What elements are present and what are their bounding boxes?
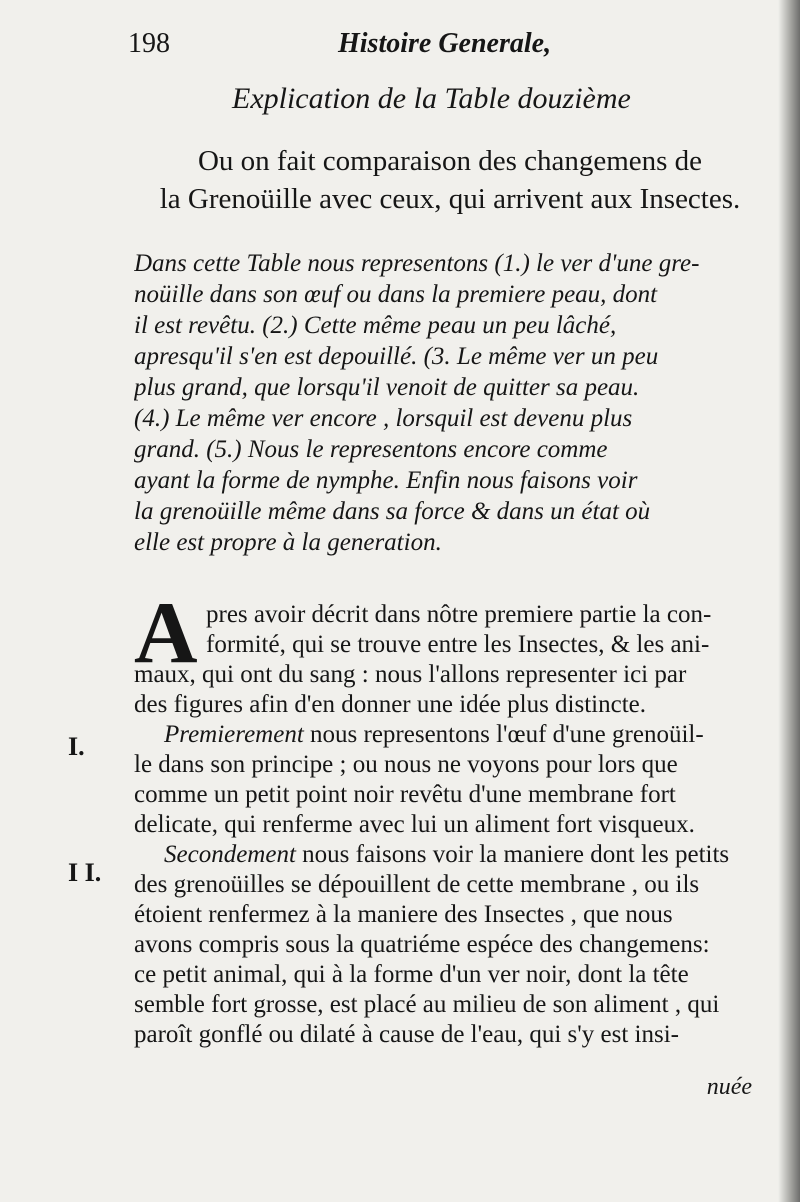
body-line: étoient renfermez à la maniere des Insectes , que nous	[134, 901, 673, 928]
body-line: le dans son principe ; ou nous ne voyons pour lors que	[134, 751, 678, 778]
table-explanation	[134, 248, 760, 558]
body-line: formité, qui se trouve entre les Insectes, & les ani-	[206, 631, 710, 658]
page-header	[0, 28, 800, 68]
explanation-line: il est revêtu. (2.) Cette même peau un peu lâché,	[134, 312, 617, 339]
body-line: delicate, qui renferme avec lui un aliment fort visqueux.	[134, 811, 695, 838]
explanation-line: plus grand, que lorsqu'il venoit de quitter sa peau.	[134, 374, 640, 401]
explanation-line: noüille dans son œuf ou dans la premiere peau, dont	[134, 281, 658, 308]
explanation-line: la grenoüille même dans sa force & dans un état où	[134, 498, 651, 525]
body-line: des figures afin d'en donner une idée plus distincte.	[134, 691, 646, 718]
body-line: ce petit animal, qui à la forme d'un ver noir, dont la tête	[134, 961, 689, 988]
running-title: Histoire Generale,	[338, 28, 552, 59]
explanation-line: ayant la forme de nymphe. Enfin nous faisons voir	[134, 467, 638, 494]
margin-marker-1: I.	[68, 732, 85, 761]
section-title: Explication de la Table douzième	[232, 82, 631, 115]
explanation-line: apresqu'il s'en est depouillé. (3. Le même ver un peu	[134, 343, 659, 370]
explanation-line: elle est propre à la generation.	[134, 529, 442, 556]
section-subtitle	[150, 142, 750, 218]
drop-cap: A	[134, 585, 198, 682]
body-text	[134, 600, 760, 1050]
body-line: Secondement nous faisons voir la maniere dont les petits	[164, 841, 730, 868]
explanation-line: Dans cette Table nous representons (1.) le ver d'une gre-	[134, 250, 700, 277]
body-line: paroît gonflé ou dilaté à cause de l'eau, qui s'y est insi-	[134, 1021, 679, 1048]
catchword: nuée	[706, 1074, 752, 1100]
body-line: comme un petit point noir revêtu d'une membrane fort	[134, 781, 676, 808]
page-number: 198	[128, 28, 170, 59]
body-line: maux, qui ont du sang : nous l'allons representer ici par	[134, 661, 687, 688]
explanation-line: (4.) Le même ver encore , lorsquil est devenu plus	[134, 405, 633, 432]
subtitle-line: la Grenoüille avec ceux, qui arrivent aux Insectes.	[159, 183, 741, 215]
explanation-line: grand. (5.) Nous le representons encore comme	[134, 436, 608, 463]
body-line: Premierement nous representons l'œuf d'une grenoüil-	[164, 721, 704, 748]
subtitle-line: Ou on fait comparaison des changemens de	[197, 145, 703, 177]
body-line: avons compris sous la quatriéme espéce des changemens:	[134, 931, 710, 958]
body-line: des grenoüilles se dépouillent de cette membrane , ou ils	[134, 871, 700, 898]
margin-marker-2: I I.	[68, 858, 102, 887]
body-line: semble fort grosse, est placé au milieu de son aliment , qui	[134, 991, 720, 1018]
body-line: pres avoir décrit dans nôtre premiere partie la con-	[206, 601, 712, 628]
